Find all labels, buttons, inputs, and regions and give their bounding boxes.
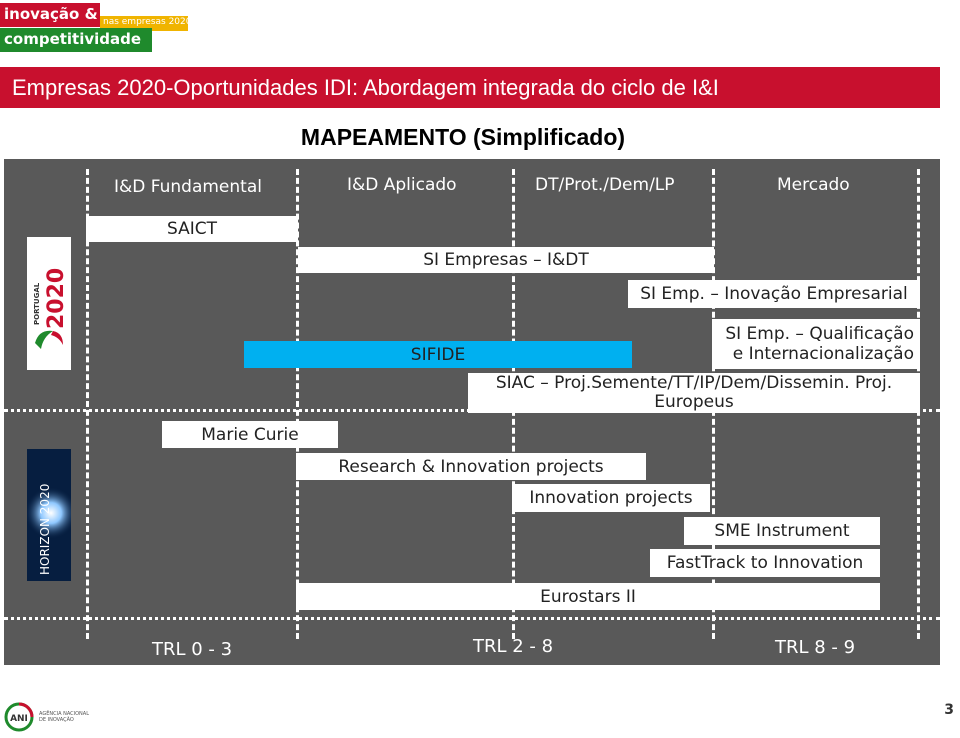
phase-label-fundamental: I&D Fundamental — [114, 177, 262, 197]
horizon-2020-logo — [27, 449, 71, 581]
horizon-2020-logo-graphic — [27, 449, 71, 581]
phase-label-mercado: Mercado — [777, 175, 850, 195]
ani-logo-icon — [4, 702, 34, 732]
box-si-qualificacao — [712, 319, 920, 369]
brand-logo-line2: competitividade — [0, 28, 152, 52]
ani-logo-short: ANI — [10, 714, 28, 724]
diagram-title: MAPEAMENTO (Simplificado) — [300, 124, 626, 150]
box-fasttrack-innovation: FastTrack to Innovation — [650, 549, 880, 577]
slide-banner: Empresas 2020-Oportunidades IDI: Abordagem integrada do ciclo de I&I — [0, 67, 940, 108]
box-innovation-projects: Innovation projects — [512, 484, 710, 512]
phase-label-aplicado: I&D Aplicado — [347, 175, 457, 195]
trl-label-2-8: TRL 2 - 8 — [473, 636, 554, 657]
horizon-2020-text: HORIZON 2020 — [38, 483, 52, 575]
box-si-empresas-idt: SI Empresas – I&DT — [298, 247, 714, 273]
box-eurostars: Eurostars II — [296, 583, 880, 610]
box-si-inovacao-empresarial: SI Emp. – Inovação Empresarial — [628, 280, 920, 308]
phase-label-dt-prot: DT/Prot./Dem/LP — [535, 175, 675, 195]
ani-logo-text — [39, 711, 89, 724]
diagram-panel — [4, 159, 940, 665]
portugal-2020-logo-graphic — [27, 237, 71, 370]
box-saict: SAICT — [86, 216, 298, 242]
box-marie-curie: Marie Curie — [162, 421, 338, 448]
brand-tagline: nas empresas 2020 — [100, 16, 188, 31]
trl-label-8-9: TRL 8 - 9 — [775, 637, 856, 658]
box-sifide: SIFIDE — [244, 341, 632, 368]
box-siac-line2: Europeus — [654, 392, 734, 412]
box-si-qualificacao-line1: SI Emp. – Qualificação — [725, 323, 914, 344]
box-si-qualificacao-line2: e Internacionalização — [732, 344, 914, 364]
portugal-2020-logo — [27, 237, 71, 370]
portugal-2020-small-text: PORTUGAL — [33, 282, 41, 325]
box-research-innovation-projects: Research & Innovation projects — [296, 453, 646, 480]
box-siac-line1: SIAC – Proj.Semente/TT/IP/Dem/Dissemin. Proj. — [495, 373, 893, 394]
brand-logo-line1: inovação & — [0, 3, 100, 27]
trl-label-0-3: TRL 0 - 3 — [152, 639, 233, 660]
section-divider — [4, 617, 940, 620]
box-siac — [468, 373, 920, 413]
ani-logo — [4, 702, 98, 732]
box-sme-instrument: SME Instrument — [684, 517, 880, 545]
ani-logo-line1: AGÊNCIA NACIONAL — [39, 710, 90, 717]
ani-logo-line2: DE INOVAÇÃO — [39, 717, 74, 723]
portugal-2020-big-text: 2020 — [44, 267, 69, 329]
page-number: 3 — [944, 702, 954, 718]
